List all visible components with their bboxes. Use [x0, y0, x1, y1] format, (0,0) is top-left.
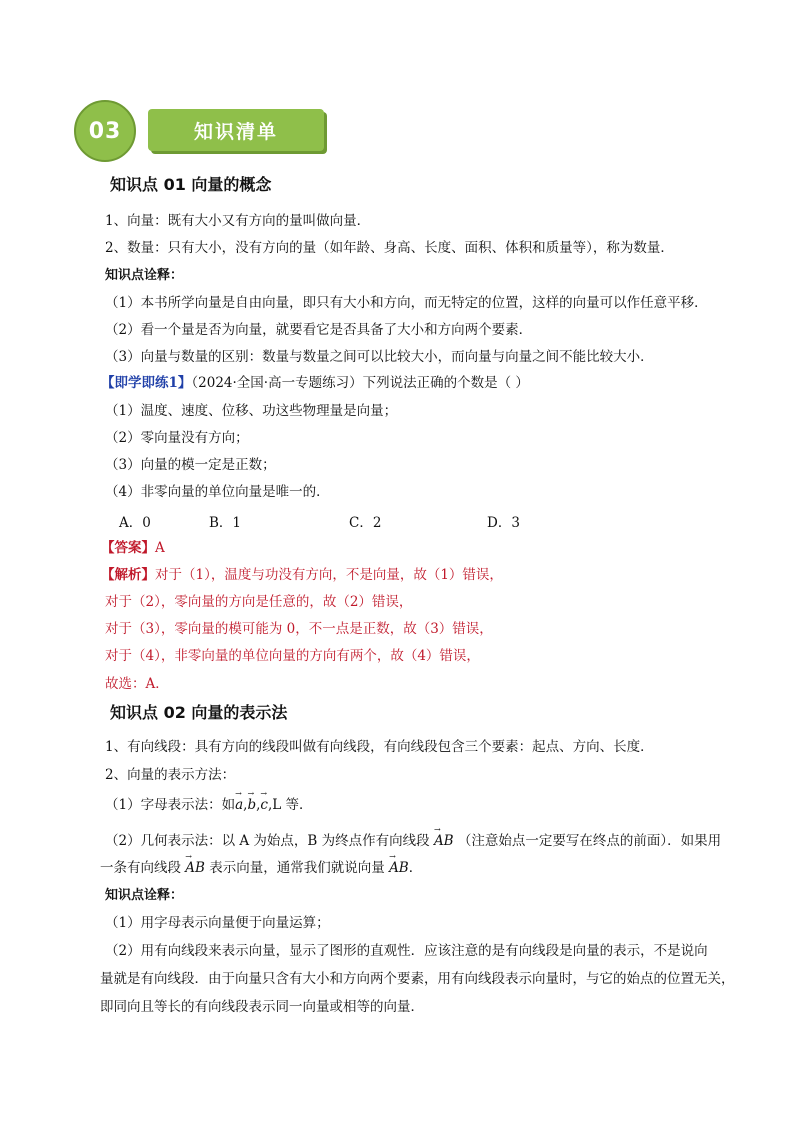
geo-text: 一条有向线段	[100, 860, 181, 876]
section1-note: （1）本书所学向量是自由向量，即只有大小和方向，而无特定的位置，这样的向量可以作任意平移．	[105, 295, 708, 311]
vector-ab: → AB	[389, 859, 409, 877]
exercise-tag: 【即学即练1】	[101, 375, 192, 391]
exercise-statement: （3）向量的模一定是正数；	[105, 457, 276, 473]
exercise-line	[101, 374, 529, 392]
section2-note: （2）用有向线段来表示向量，显示了图形的直观性．应该注意的是有向线段是向量的表示，不是说向	[105, 943, 708, 959]
section-banner	[74, 100, 334, 160]
option-a: A．0	[119, 515, 151, 531]
analysis-text: 对于（3），零向量的模可能为 0，不一点是正数，故（3）错误，	[105, 621, 493, 637]
analysis-text: 对于（1），温度与功没有方向，不是向量，故（1）错误，	[155, 567, 503, 583]
geo-text: 表示向量，通常我们就说向量	[209, 860, 385, 876]
section1-note: （2）看一个量是否为向量，就要看它是否具备了大小和方向两个要素．	[105, 322, 533, 338]
geo-text: ．	[408, 860, 423, 876]
option-c: C．2	[349, 515, 382, 531]
section-title-bar: 知识清单	[148, 109, 324, 151]
section2-heading: 知识点 02 向量的表示法	[110, 703, 288, 722]
analysis-text: 对于（2），零向量的方向是任意的，故（2）错误，	[105, 594, 413, 610]
exercise-text: （2024·全国·高一专题练习）下列说法正确的个数是（ ）	[191, 375, 529, 391]
section1-item: 2、数量：只有大小，没有方向的量（如年龄、身高、长度、面积、体积和质量等），称为数量．	[105, 240, 674, 256]
geo-text: （注意始点一定要写在终点的前面）．如果用	[457, 833, 722, 849]
exercise-statement: （1）温度、速度、位移、功这些物理量是向量；	[105, 403, 398, 419]
exercise-statement: （4）非零向量的单位向量是唯一的．	[105, 484, 330, 500]
section2-item: 1、有向线段：具有方向的线段叫做有向线段，有向线段包含三个要素：起点、方向、长度．	[105, 739, 654, 755]
section1-note: （3）向量与数量的区别：数量与数量之间可以比较大小，而向量与向量之间不能比较大小．	[105, 349, 654, 365]
option-d: D．3	[487, 515, 520, 531]
section1-item: 1、向量：既有大小又有方向的量叫做向量．	[105, 213, 371, 229]
vector-c: → c	[260, 796, 268, 814]
letter-representation: （1）字母表示法：如→ a,→ b,→ c,L 等．	[105, 796, 313, 814]
exercise-statement: （2）零向量没有方向；	[105, 430, 249, 446]
answer-line	[101, 539, 165, 557]
answer-tag: 【答案】	[101, 540, 155, 556]
vector-ab: → AB	[434, 832, 454, 850]
section2-note: 即同向且等长的有向线段表示同一向量或相等的向量．	[100, 999, 424, 1015]
geometric-representation	[105, 832, 721, 850]
analysis-line	[101, 566, 503, 584]
analysis-text: 故选：A．	[105, 676, 169, 692]
analysis-tag: 【解析】	[101, 567, 155, 583]
letter-repr-suffix: ,L 等．	[267, 797, 313, 813]
section-number-badge: 03	[74, 100, 136, 162]
section2-note: 量就是有向线段．由于向量只含有大小和方向两个要素，用有向线段表示向量时，与它的始点的位置无关，	[100, 971, 735, 987]
letter-repr-prefix: （1）字母表示法：如	[105, 797, 236, 813]
analysis-text: 对于（4），非零向量的单位向量的方向有两个，故（4）错误，	[105, 648, 480, 664]
option-b: B．1	[209, 515, 242, 531]
geometric-representation-cont	[100, 859, 422, 877]
section2-item: 2、向量的表示方法：	[105, 767, 236, 783]
vector-b: → b	[247, 796, 256, 814]
answer-value: A	[155, 540, 165, 556]
vector-ab: → AB	[185, 859, 205, 877]
section1-note-title: 知识点诠释：	[105, 268, 184, 283]
geo-text: （2）几何表示法：以 A 为始点，B 为终点作有向线段	[105, 833, 430, 849]
section2-note-title: 知识点诠释：	[105, 888, 184, 903]
section2-note: （1）用字母表示向量便于向量运算；	[105, 915, 330, 931]
section1-heading: 知识点 01 向量的概念	[110, 175, 272, 194]
vector-a: → a	[235, 796, 243, 814]
